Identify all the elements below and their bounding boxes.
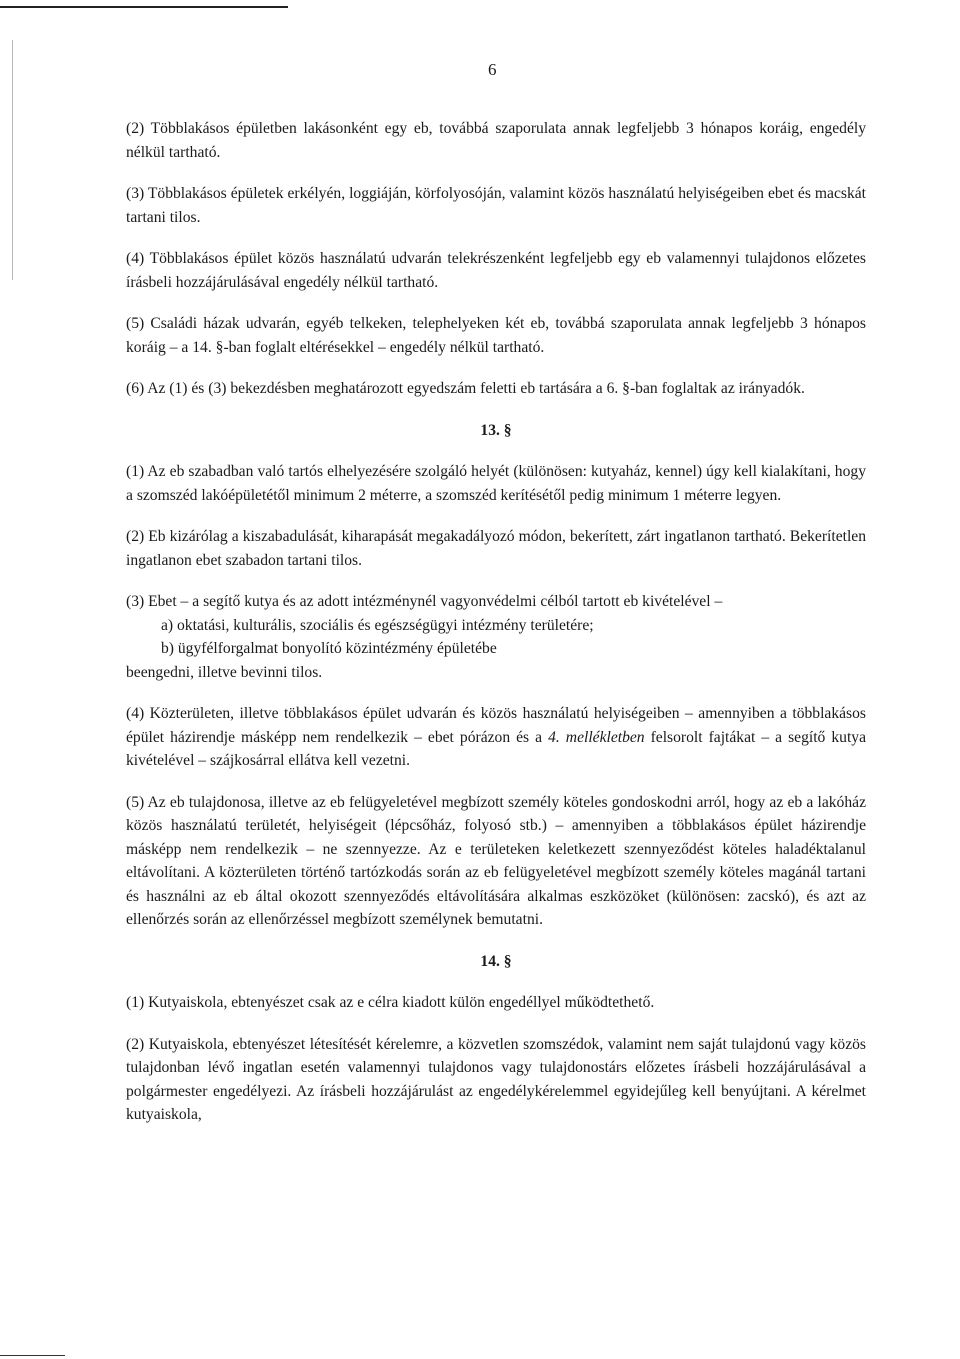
section-13-paragraph-2: (2) Eb kizárólag a kiszabadulását, kiharapását megakadályozó módon, bekerített, zárt ingatlanon tartható. Bekerítetlen ingatlanon ebet szabadon tartani tilos. — [126, 528, 866, 569]
scan-artifact-left-edge — [12, 40, 13, 280]
scan-artifact-bottom-line — [0, 1355, 65, 1356]
section-13-paragraph-1: (1) Az eb szabadban való tartós elhelyezésére szolgáló helyét (különösen: kutyaház, kennel) úgy kell kialakítani, hogy a szomszéd lakóépületétől minimum 2 méterre, a szomszéd kerítésétől pedig minimum 1 méterre legyen. — [126, 463, 866, 504]
section-13-paragraph-4-before: (4) Közterületen, illetve többlakásos épület udvarán és közös használatú helyiségeiben – amennyiben a többlakásos épület házirendje másképp nem rendelkezik – ebet pórázon és a — [126, 705, 866, 746]
section-13-paragraph-3-intro: (3) Ebet – a segítő kutya és az adott intézménynél vagyonvédelmi célból tartott eb kivételével – — [126, 593, 723, 610]
section-13-paragraph-3 — [126, 590, 866, 684]
section-13-paragraph-3-end: beengedni, illetve bevinni tilos. — [126, 663, 323, 681]
section-13-paragraph-5: (5) Az eb tulajdonosa, illetve az eb felügyeletével megbízott személy köteles gondoskodni arról, hogy az eb a lakóház közös használatú területét, helyiségeit (lépcsőház, folyosó stb.) – amennyiben a többlakásos épület házirendje másképp nem rendelkezik – ne szennyezze. Az e területeken keletkezett szennyeződést köteles haladéktalanul eltávolítani. A közterületen történő tartózkodás során az eb felügyeletével megbízott személy köteles magánál tartani és használni az eb által okozott szennyeződés eltávolítására alkalmas eszközöket (különösen: zacskó), és azt az ellenőrzés során az ellenőrzéssel megbízott személynek bemutatni. — [126, 793, 866, 928]
document-body — [126, 117, 866, 1145]
section-13-heading: 13. § — [480, 421, 512, 439]
paragraph-6: (6) Az (1) és (3) bekezdésben meghatározott egyedszám feletti eb tartására a 6. §-ban foglaltak az irányadók. — [126, 380, 805, 397]
section-13-paragraph-4 — [126, 702, 866, 773]
section-14-heading: 14. § — [480, 952, 512, 970]
annex-reference: 4. mellékletben — [548, 728, 645, 746]
paragraph-3: (3) Többlakásos épületek erkélyén, loggiáján, körfolyosóján, valamint közös használatú helyiségeiben ebet és macskát tartani tilos. — [126, 185, 866, 226]
section-14-paragraph-2: (2) Kutyaiskola, ebtenyészet létesítését kérelemre, a közvetlen szomszédok, valamint nem saját tulajdonú vagy közös tulajdonban lévő ingatlan esetén valamennyi tulajdonos vagy tulajdonostárs előzetes írásbeli hozzájárulásával a polgármester engedélyezi. Az írásbeli hozzájárulást az engedélykérelemmel egyidejűleg kell benyújtani. A kérelmet kutyaiskola, — [126, 1035, 866, 1123]
paragraph-2: (2) Többlakásos épületben lakásonként egy eb, továbbá szaporulata annak legfeljebb 3 hónapos koráig, engedély nélkül tartható. — [126, 120, 866, 161]
paragraph-4: (4) Többlakásos épület közös használatú udvarán telekrészenként legfeljebb egy eb valamennyi tulajdonos előzetes írásbeli hozzájárulásával engedély nélkül tartható. — [126, 250, 866, 291]
paragraph-5: (5) Családi házak udvarán, egyéb telkeken, telephelyeken két eb, továbbá szaporulata annak legfeljebb 3 hónapos koráig – a 14. §-ban foglalt eltérésekkel – engedély nélkül tartható. — [126, 315, 866, 356]
section-13-paragraph-3-item-b: b) ügyfélforgalmat bonyolító közintézmény épületébe — [161, 640, 497, 657]
page-number: 6 — [488, 60, 497, 79]
section-13-paragraph-3-item-a: a) oktatási, kulturális, szociális és egészségügyi intézmény területére; — [161, 616, 594, 634]
section-14-paragraph-1: (1) Kutyaiskola, ebtenyészet csak az e célra kiadott külön engedéllyel működtethető. — [126, 994, 655, 1011]
scan-artifact-top-line — [0, 6, 288, 8]
section-13-paragraph-4-after: felsorolt fajtákat – a segítő kutya kivételével – szájkosárral ellátva kell vezetni. — [126, 728, 867, 769]
